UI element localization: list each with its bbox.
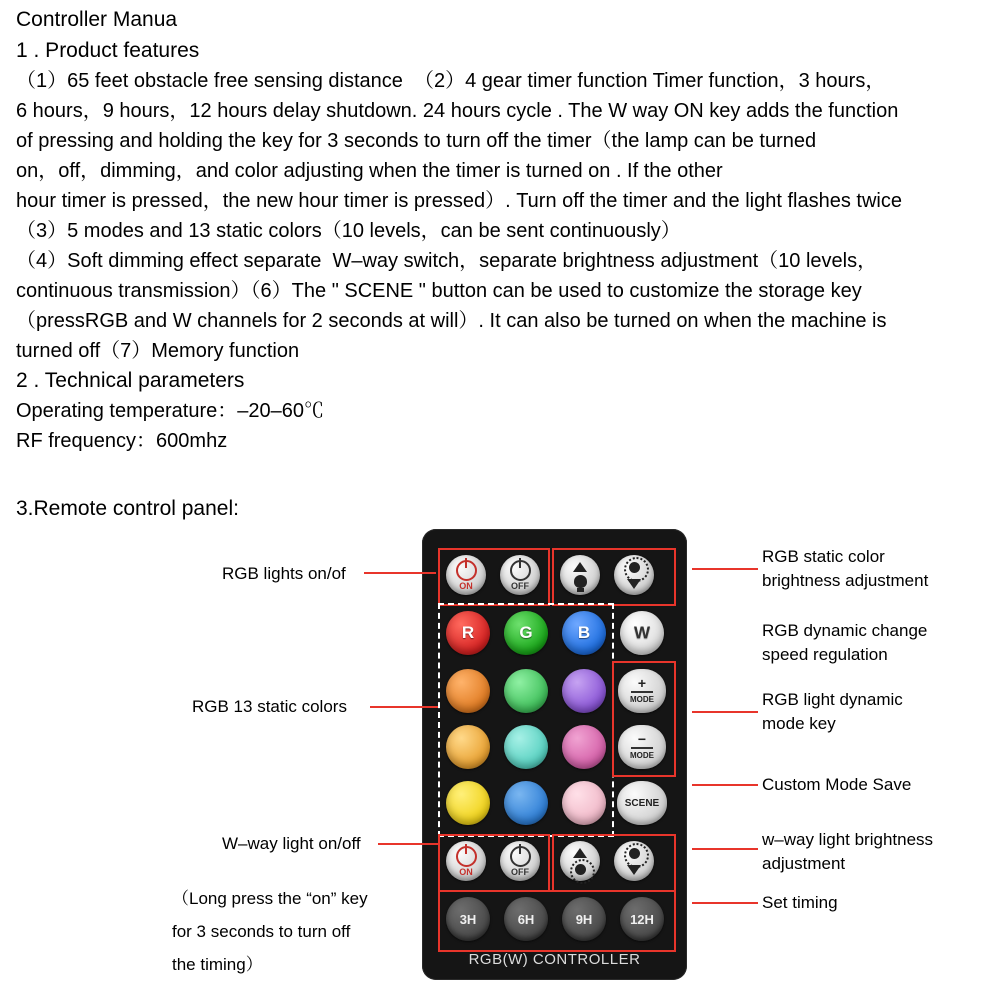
section2-body: Operating temperature：–20–60℃ RF frequency：600mhz — [16, 400, 324, 452]
leader-line — [378, 843, 440, 845]
leader-line — [692, 711, 758, 713]
leader-line — [692, 902, 758, 904]
timer-3h-label: 3H — [459, 911, 477, 927]
channel-r-label: R — [461, 623, 475, 642]
highlight-rgb-power — [438, 548, 550, 606]
brand-label: RGB(W) CONTROLLER — [468, 951, 641, 968]
rgb-off-label: OFF — [511, 580, 529, 591]
manual-text — [16, 6, 986, 456]
callout-mode-key: RGB light dynamic mode key — [762, 690, 903, 733]
highlight-w-power — [438, 834, 550, 892]
remote-control — [422, 529, 687, 980]
leader-line — [370, 706, 438, 708]
channel-w-button[interactable] — [620, 611, 664, 655]
leader-line — [692, 568, 758, 570]
mode-plus-label: MODE — [630, 694, 654, 704]
callout-static-colors: RGB 13 static colors — [192, 697, 347, 716]
leader-line — [692, 848, 758, 850]
callout-set-timing: Set timing — [762, 893, 838, 912]
highlight-timer — [438, 890, 676, 952]
timer-6h-label: 6H — [517, 911, 535, 927]
callout-speed-regulation: RGB dynamic change speed regulation — [762, 621, 928, 664]
w-on-label: ON — [459, 866, 473, 877]
leader-line — [692, 784, 758, 786]
callout-custom-mode-save: Custom Mode Save — [762, 775, 912, 794]
page-title: Controller Manua — [16, 8, 178, 31]
callout-w-brightness: w–way light brightness adjustment — [762, 830, 934, 873]
timer-9h-label: 9H — [575, 911, 593, 927]
highlight-w-brightness — [552, 834, 676, 892]
callout-long-press-note: （Long press the “on” key for 3 seconds to turn off the timing） — [172, 889, 368, 974]
highlight-rgb-brightness — [552, 548, 676, 606]
mode-plus-symbol: + — [637, 675, 647, 692]
leader-line — [364, 572, 436, 574]
section1-body: （1）65 feet obstacle free sensing distance （2）4 gear timer function Timer function，3 hours， 6 hours，9 hours，12 hours delay shutdown. 24 hours cycle . The W way ON key adds the function of pressing and holding the key for 3 seconds to turn off the timer（the lamp can be turned on，off，dimming，and color adjusting when the timer is turned on . If the other hour timer is pressed，the new hour timer is pressed）. Turn off the timer and the light flashes twice （3）5 modes and 13 static colors（10 levels，can be sent continuously） （4）Soft dimming effect separate W–way switch，separate brightness adjustment（10 levels， continuous transmission）（6）The " SCENE " button can be used to customize the storage key （pressRGB and W channels for 2 seconds at will）. It can also be turned on when the machine is turned off（7）Memory function — [16, 70, 902, 362]
rgb-on-label: ON — [459, 580, 473, 591]
highlight-static-colors — [438, 603, 614, 837]
highlight-mode-keys — [612, 661, 676, 777]
section1-heading: 1 . Product features — [16, 39, 200, 62]
callout-rgb-power: RGB lights on/of — [222, 564, 346, 583]
scene-button[interactable] — [617, 781, 667, 825]
scene-label: SCENE — [624, 797, 660, 809]
mode-minus-symbol: − — [637, 731, 647, 748]
channel-b-label: B — [577, 623, 591, 642]
timer-12h-label: 12H — [630, 911, 654, 927]
channel-g-label: G — [519, 623, 533, 642]
section3-heading: 3.Remote control panel: — [16, 497, 239, 520]
callout-w-power: W–way light on/off — [222, 834, 361, 853]
mode-minus-label: MODE — [630, 750, 654, 760]
w-off-label: OFF — [511, 866, 529, 877]
callout-rgb-brightness: RGB static color brightness adjustment — [762, 547, 929, 590]
channel-w-label: W — [633, 623, 651, 642]
section2-heading: 2 . Technical parameters — [16, 369, 245, 392]
